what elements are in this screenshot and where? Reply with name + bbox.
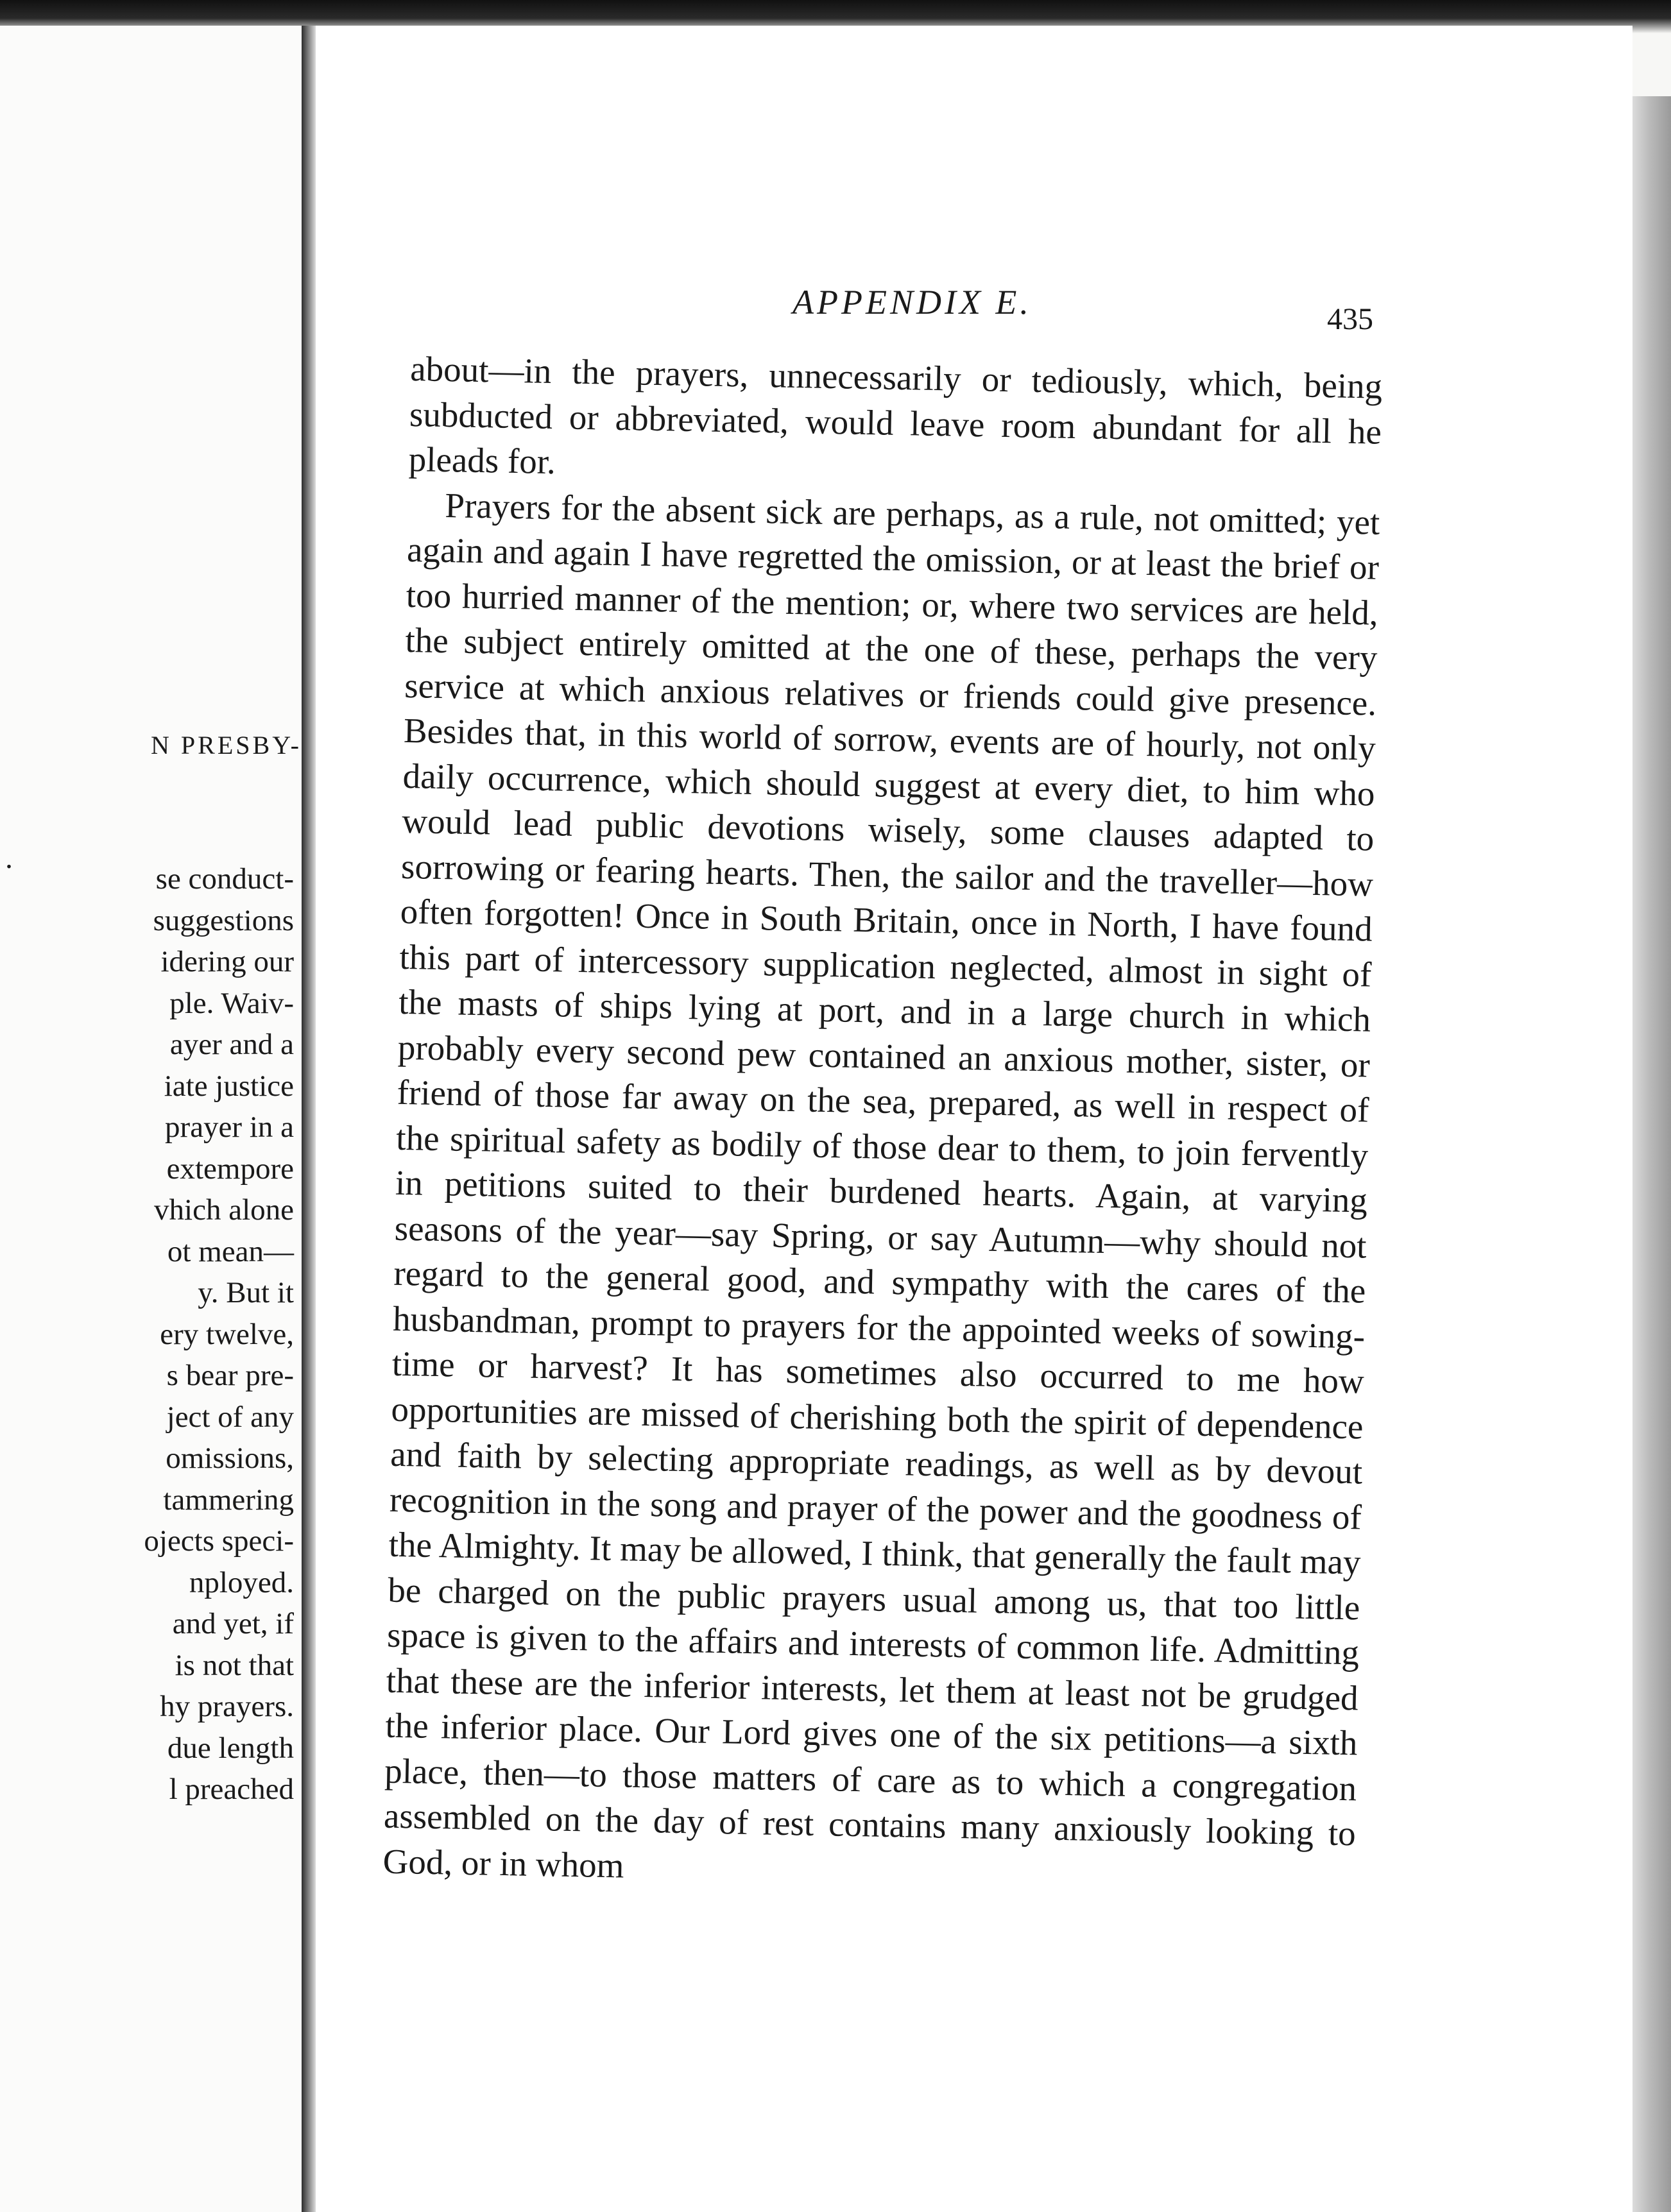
left-page-line: iate justice	[164, 1069, 294, 1103]
left-page-line: l preached	[169, 1773, 294, 1806]
left-page-line: suggestions	[153, 903, 294, 937]
left-page-heading: N PRESBY-	[151, 731, 302, 760]
running-head: APPENDIX E.	[793, 283, 1032, 321]
left-page-line: y. But it	[198, 1276, 294, 1309]
left-page-line: ery twelve,	[160, 1317, 294, 1351]
left-page-line: is not that	[175, 1648, 294, 1682]
left-page-line: ojects speci-	[144, 1524, 294, 1558]
left-page-line: ple. Waiv-	[169, 986, 294, 1020]
left-page-line: omissions,	[166, 1442, 294, 1475]
left-page-line: extempore	[166, 1152, 294, 1186]
left-page-line: ot mean—	[167, 1234, 294, 1268]
left-page-line: idering our	[160, 945, 294, 978]
left-page-line: se conduct-	[155, 862, 294, 896]
book-gutter	[302, 26, 316, 2212]
left-page-line: prayer in a	[165, 1110, 294, 1144]
left-page-line: s bear pre-	[166, 1359, 294, 1392]
left-page-line: ject of any	[166, 1400, 294, 1434]
page-number: 435	[1327, 302, 1373, 336]
left-page-text-column	[0, 26, 294, 2207]
left-page-line: ayer and a	[169, 1028, 294, 1061]
left-page-line: vhich alone	[154, 1193, 294, 1227]
paragraph: about—in the prayers, unnecessarily or tediously, which, being subducted or abbreviated, would leave room abundant for all he pleads for.	[408, 348, 1383, 482]
left-page-line: and yet, if	[172, 1607, 294, 1640]
left-page-stray-mark: .	[5, 841, 13, 875]
body-text	[382, 346, 1383, 1901]
left-page-line: tammering	[163, 1483, 294, 1517]
left-page-line: due length	[167, 1731, 294, 1765]
left-page-line: nployed.	[189, 1565, 294, 1599]
left-page	[0, 26, 302, 2212]
left-page-line: hy prayers.	[160, 1690, 294, 1723]
paragraph: Prayers for the absent sick are perhaps, as a rule, not omitted; yet again and again I have regretted the omission, or at least the brief or too hurried manner of the mention; or, where two services are held, the subject entirely omitted at the one of these, perhaps the very service at which anxious relatives or friends could give presence. Besides that, in this world of sorrow, events are of hourly, not only daily occurrence, which should suggest at every diet, to him who would lead public devotions wisely, some clauses adapted to sorrowing or fearing hearts. Then, the sailor and the traveller—how often forgotten! Once in South Britain, once in North, I have found this part of intercessory supplication neglected, almost in sight of the masts of ships lying at port, and in a large church in which probably every second pew contained an anxious mother, sister, or friend of those far away on the sea, prepared, as well in respect of the spiritual safety as bodily of those dear to them, to join fervently in petitions suited to their burdened hearts. Again, at varying seasons of the year—say Spring, or say Autumn—why should not regard to the general good, and sympathy with the cares of the husbandman, prompt to prayers for the appointed weeks of sowing-time or harvest? It has sometimes also occurred to me how opportunities are missed of cherishing both the spirit of dependence and faith by selecting appropriate readings, as well as by devout recognition in the song and prayer of the power and the goodness of the Almighty. It may be allowed, I think, that generally the fault may be charged on the public prayers usual among us, that too little space is given to the affairs and interests of common life. Admitting that these are the inferior interests, let them at least not be grudged the inferior place. Our Lord gives one of the six petitions—a sixth place, then—to those matters of care as to which a congregation assembled on the day of rest contains many anxiously looking to God, or in whom	[382, 485, 1380, 1885]
page-stack-edge	[1632, 96, 1671, 2212]
